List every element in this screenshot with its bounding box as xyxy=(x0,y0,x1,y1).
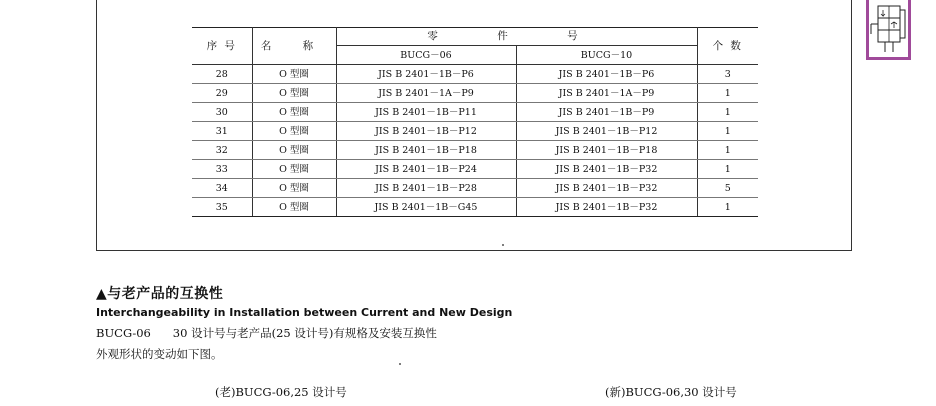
row-name: O 型圈 xyxy=(252,103,336,122)
old-design-label: (老)BUCG-06,25 设计号 xyxy=(215,385,347,399)
row-qty: 1 xyxy=(697,160,758,179)
row-no: 33 xyxy=(192,160,252,179)
row-name: O 型圈 xyxy=(252,141,336,160)
section-title: ▲与老产品的互换性 xyxy=(96,286,224,302)
row-qty: 3 xyxy=(697,65,758,84)
row-qty: 1 xyxy=(697,122,758,141)
table-row xyxy=(192,103,758,122)
row-qty: 1 xyxy=(697,198,758,217)
hydraulic-valve-icon xyxy=(866,0,911,60)
row-part-b: JIS B 2401－1B－P32 xyxy=(516,179,697,198)
row-part-a: JIS B 2401－1B－G45 xyxy=(336,198,516,217)
row-qty: 1 xyxy=(697,141,758,160)
row-part-b: JIS B 2401－1A－P9 xyxy=(516,84,697,103)
parts-table xyxy=(192,27,758,217)
row-part-b: JIS B 2401－1B－P6 xyxy=(516,65,697,84)
row-qty: 1 xyxy=(697,103,758,122)
row-part-a: JIS B 2401－1B－P6 xyxy=(336,65,516,84)
row-name: O 型圈 xyxy=(252,84,336,103)
new-design-label: (新)BUCG-06,30 设计号 xyxy=(605,385,737,399)
header-no: 序 号 xyxy=(192,28,252,65)
table-row xyxy=(192,179,758,198)
row-part-a: JIS B 2401－1B－P28 xyxy=(336,179,516,198)
row-part-b: JIS B 2401－1B－P18 xyxy=(516,141,697,160)
description-line-2: 外观形状的变动如下图。 xyxy=(96,347,223,361)
row-part-a: JIS B 2401－1B－P24 xyxy=(336,160,516,179)
row-name: O 型圈 xyxy=(252,160,336,179)
header-model-b: BUCG－10 xyxy=(516,46,697,65)
row-no: 35 xyxy=(192,198,252,217)
row-part-a: JIS B 2401－1B－P12 xyxy=(336,122,516,141)
header-model-a: BUCG－06 xyxy=(336,46,516,65)
row-no: 29 xyxy=(192,84,252,103)
row-name: O 型圈 xyxy=(252,122,336,141)
table-row xyxy=(192,84,758,103)
scan-speck xyxy=(502,244,504,246)
row-no: 32 xyxy=(192,141,252,160)
description-line-1: BUCG-06 30 设计号与老产品(25 设计号)有规格及安装互换性 xyxy=(96,326,437,340)
row-name: O 型圈 xyxy=(252,65,336,84)
row-no: 28 xyxy=(192,65,252,84)
row-no: 30 xyxy=(192,103,252,122)
row-qty: 1 xyxy=(697,84,758,103)
table-row xyxy=(192,141,758,160)
header-part-number: 零 件 号 xyxy=(336,28,697,46)
scan-speck xyxy=(399,363,401,365)
row-qty: 5 xyxy=(697,179,758,198)
row-part-b: JIS B 2401－1B－P32 xyxy=(516,198,697,217)
row-no: 31 xyxy=(192,122,252,141)
row-part-a: JIS B 2401－1B－P18 xyxy=(336,141,516,160)
header-name: 名 称 xyxy=(252,28,336,65)
table-row xyxy=(192,122,758,141)
row-name: O 型圈 xyxy=(252,179,336,198)
table-row xyxy=(192,160,758,179)
row-part-b: JIS B 2401－1B－P9 xyxy=(516,103,697,122)
row-name: O 型圈 xyxy=(252,198,336,217)
section-subtitle: Interchangeability in Installation between Current and New Design xyxy=(96,306,513,319)
row-part-b: JIS B 2401－1B－P32 xyxy=(516,160,697,179)
row-no: 34 xyxy=(192,179,252,198)
table-row xyxy=(192,65,758,84)
table-row xyxy=(192,198,758,217)
header-qty: 个 数 xyxy=(697,28,758,65)
row-part-b: JIS B 2401－1B－P12 xyxy=(516,122,697,141)
row-part-a: JIS B 2401－1A－P9 xyxy=(336,84,516,103)
row-part-a: JIS B 2401－1B－P11 xyxy=(336,103,516,122)
